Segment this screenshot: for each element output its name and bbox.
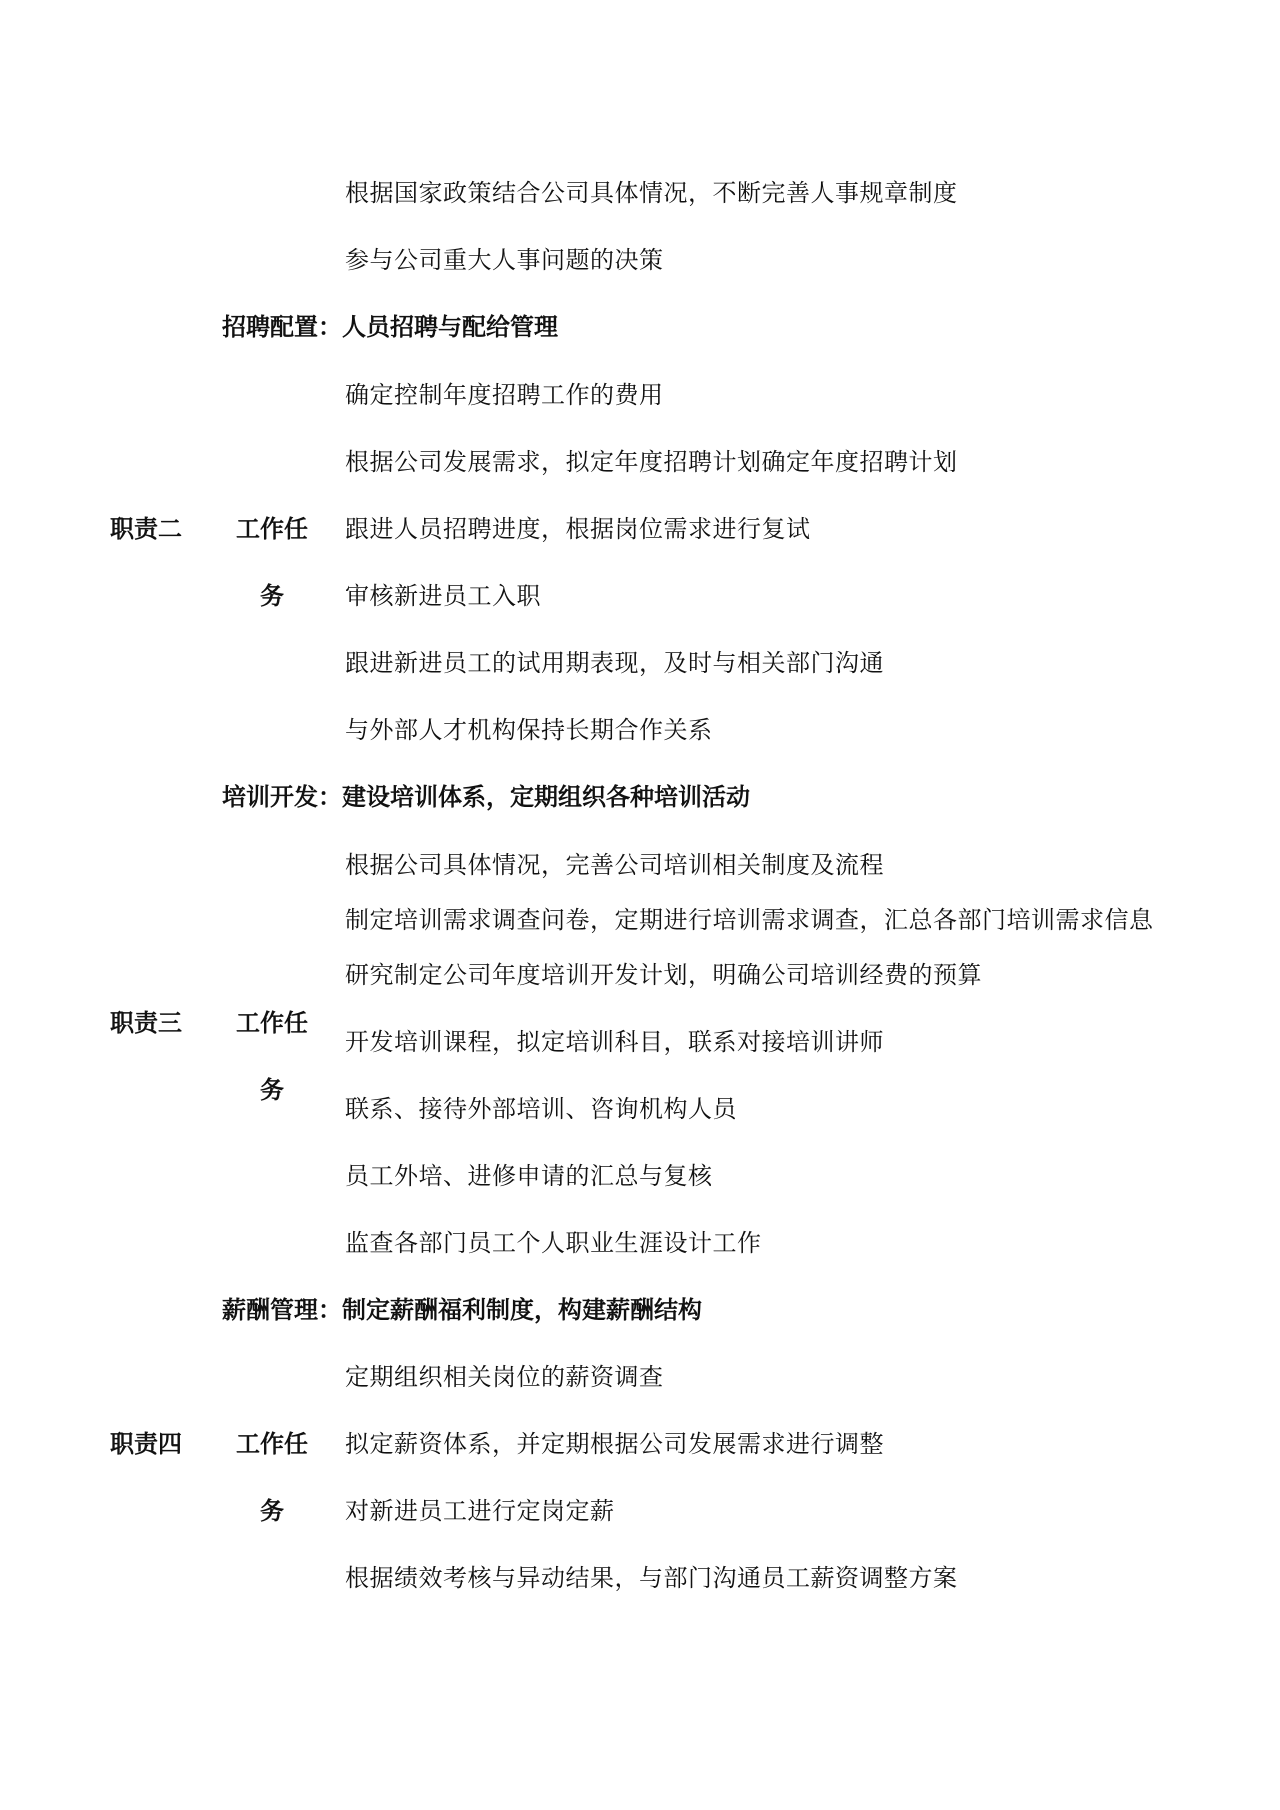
section3-task-label-line2: 务: [260, 1075, 284, 1104]
section3-item-2: 制定培训需求调查问卷，定期进行培训需求调查，汇总各部门培训需求信息: [345, 906, 1154, 934]
section3-task-label-line1: 工作任: [236, 1008, 308, 1037]
section3-item-5: 联系、接待外部培训、咨询机构人员: [345, 1095, 737, 1123]
section4-task-label-line1: 工作任: [236, 1429, 308, 1458]
section2-task-label-line1: 工作任: [236, 514, 308, 543]
section2-heading: 招聘配置：人员招聘与配给管理: [222, 312, 558, 341]
section2-item-2: 根据公司发展需求，拟定年度招聘计划确定年度招聘计划: [345, 448, 958, 476]
section4-duty-label: 职责四: [110, 1429, 182, 1458]
section1-item-1: 根据国家政策结合公司具体情况，不断完善人事规章制度: [345, 179, 958, 207]
section4-item-1: 定期组织相关岗位的薪资调查: [345, 1363, 664, 1391]
section4-item-2: 拟定薪资体系，并定期根据公司发展需求进行调整: [345, 1430, 884, 1458]
section3-duty-label: 职责三: [110, 1008, 182, 1037]
section2-task-label-line2: 务: [260, 581, 284, 610]
section3-heading: 培训开发：建设培训体系，定期组织各种培训活动: [222, 782, 750, 811]
section4-heading: 薪酬管理：制定薪酬福利制度，构建薪酬结构: [222, 1295, 702, 1324]
section1-item-2: 参与公司重大人事问题的决策: [345, 246, 664, 274]
section2-item-1: 确定控制年度招聘工作的费用: [345, 381, 664, 409]
section2-item-5: 跟进新进员工的试用期表现，及时与相关部门沟通: [345, 649, 884, 677]
section3-item-7: 监查各部门员工个人职业生涯设计工作: [345, 1229, 762, 1257]
section3-item-4: 开发培训课程，拟定培训科目，联系对接培训讲师: [345, 1028, 884, 1056]
section2-duty-label: 职责二: [110, 514, 182, 543]
section4-item-3: 对新进员工进行定岗定薪: [345, 1497, 615, 1525]
section4-task-label-line2: 务: [260, 1496, 284, 1525]
section2-item-4: 审核新进员工入职: [345, 582, 541, 610]
section2-item-6: 与外部人才机构保持长期合作关系: [345, 716, 713, 744]
section3-item-6: 员工外培、进修申请的汇总与复核: [345, 1162, 713, 1190]
section3-item-1: 根据公司具体情况，完善公司培训相关制度及流程: [345, 851, 884, 879]
section4-item-4: 根据绩效考核与异动结果，与部门沟通员工薪资调整方案: [345, 1564, 958, 1592]
section3-item-3: 研究制定公司年度培训开发计划，明确公司培训经费的预算: [345, 961, 982, 989]
section2-item-3: 跟进人员招聘进度，根据岗位需求进行复试: [345, 515, 811, 543]
